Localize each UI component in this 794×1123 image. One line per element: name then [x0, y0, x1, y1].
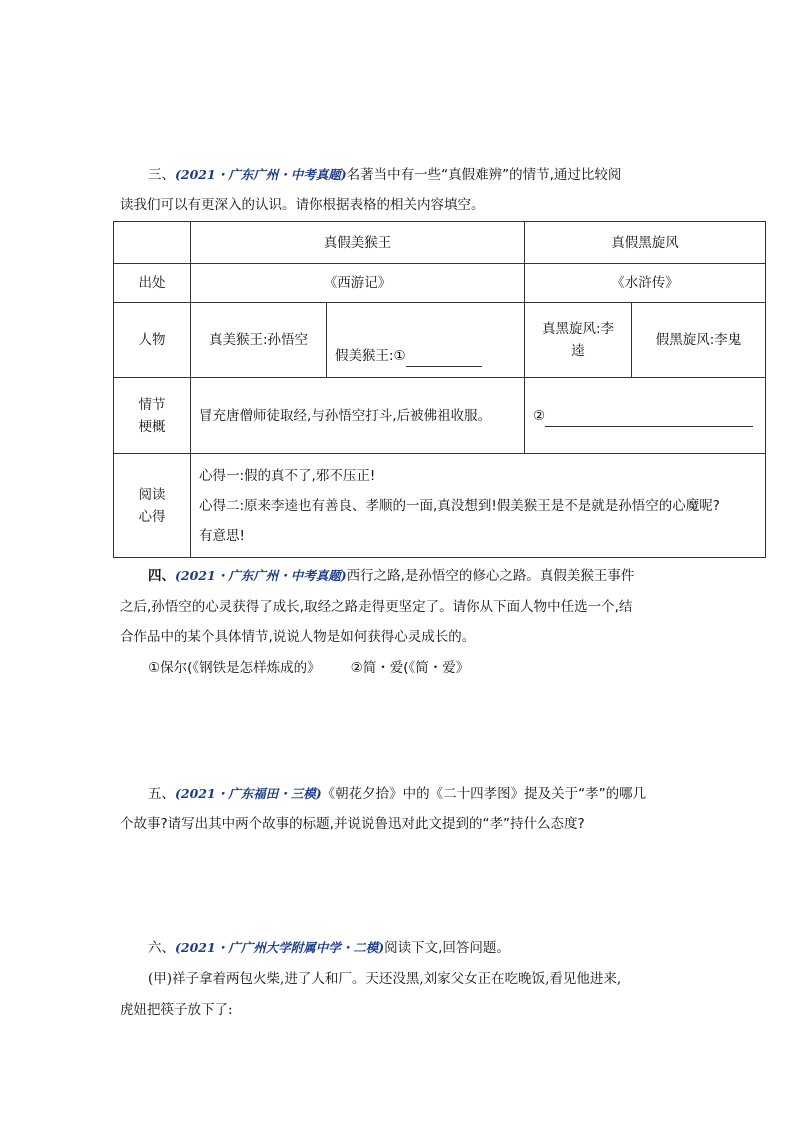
- q6-line1: [148, 938, 708, 958]
- q3-source: (2021・广东广州・中考真题): [175, 167, 347, 182]
- char-fake-monkey-cell: [327, 303, 525, 378]
- q6-passage-line1: (甲)祥子拿着两包火柴,进了人和厂。天还没黑,刘家父女正在吃晚饭,看见他进来,: [148, 971, 622, 987]
- char-fake-whirlwind: 假黑旋风:李鬼: [632, 303, 766, 378]
- q6-passage-line2: 虎妞把筷子放下了:: [120, 1002, 233, 1018]
- row-label-plot-2: 梗概: [138, 418, 166, 435]
- q5-text-1: 《朝花夕拾》中的《二十四孝图》提及关于“孝”的哪几: [321, 786, 647, 802]
- q5-line2: 个故事?请写出其中两个故事的标题,并说说鲁迅对此文提到的“孝”持什么态度?: [120, 816, 585, 832]
- reading-notes-cell: [191, 454, 766, 558]
- reading-note-2: 心得二:原来李逵也有善良、孝顺的一面,真没想到!假美猴王是不是就是孙悟空的心魔呢?: [199, 497, 720, 514]
- row-label-source: 出处: [114, 264, 191, 303]
- q4-source: (2021・广东广州・中考真题): [175, 568, 347, 583]
- table-header-monkey: 真假美猴王: [191, 222, 525, 264]
- q5-source: (2021・广东福田・三模): [175, 786, 322, 801]
- table-row-header: [114, 222, 766, 264]
- plot-whirlwind-cell: [525, 378, 766, 454]
- char-real-whirlwind-l1: 真黑旋风:李: [541, 321, 615, 337]
- q4-options: [148, 658, 708, 678]
- answer-blank-2[interactable]: [545, 412, 753, 427]
- table-corner-cell: [114, 222, 191, 264]
- q4-number: 四、: [148, 568, 175, 584]
- q4-option-2: ②简・爱(《简・爱》: [350, 660, 470, 676]
- source-monkey: 《西游记》: [191, 264, 525, 303]
- row-label-reading: [114, 454, 191, 558]
- plot-whirlwind: ②: [533, 407, 546, 424]
- char-fake-monkey: 假美猴王:①: [335, 348, 406, 364]
- q4-line1: [148, 566, 708, 586]
- table-row-reading: [114, 454, 766, 558]
- table-row-plot: [114, 378, 766, 454]
- row-label-reading-1: 阅读: [138, 486, 166, 503]
- q5-number: 五、: [148, 786, 175, 802]
- plot-monkey: 冒充唐僧师徒取经,与孙悟空打斗,后被佛祖收服。: [191, 378, 525, 454]
- reading-note-1: 心得一:假的真不了,邪不压正!: [199, 467, 376, 484]
- q6-text-1: 阅读下文,回答问题。: [384, 940, 510, 956]
- q3-text-1: 名著当中有一些“真假难辨”的情节,通过比较阅: [346, 167, 622, 183]
- q4-option-1: ①保尔(《钢铁是怎样炼成的》: [148, 660, 321, 676]
- q3-line1: [148, 165, 708, 185]
- q3-line2: 读我们可以有更深入的认识。请你根据表格的相关内容填空。: [120, 197, 485, 213]
- char-real-whirlwind-cell: [525, 303, 632, 378]
- char-real-monkey: 真美猴王:孙悟空: [191, 303, 327, 378]
- reading-note-3: 有意思!: [199, 527, 245, 544]
- row-label-characters: 人物: [114, 303, 191, 378]
- table-header-whirlwind: 真假黑旋风: [525, 222, 766, 264]
- char-real-whirlwind-l2: 逵: [571, 343, 585, 359]
- table-row-characters: [114, 303, 766, 378]
- q4-text-1: 西行之路,是孙悟空的修心之路。真假美猴王事件: [346, 568, 635, 584]
- row-label-plot: [114, 378, 191, 454]
- row-label-plot-1: 情节: [138, 396, 166, 413]
- q6-number: 六、: [148, 940, 175, 956]
- answer-blank-1[interactable]: [406, 352, 482, 367]
- q5-line1: [148, 784, 708, 804]
- q4-line3: 合作品中的某个具体情节,说说人物是如何获得心灵成长的。: [120, 629, 476, 645]
- source-whirlwind: 《水浒传》: [525, 264, 766, 303]
- q3-number: 三、: [148, 167, 175, 183]
- row-label-reading-2: 心得: [138, 508, 166, 525]
- q4-line2: 之后,孙悟空的心灵获得了成长,取经之路走得更坚定了。请你从下面人物中任选一个,结: [120, 599, 633, 615]
- q6-source: (2021・广广州大学附属中学・二模): [175, 940, 385, 955]
- comparison-table: [113, 221, 766, 558]
- table-row-source: [114, 264, 766, 303]
